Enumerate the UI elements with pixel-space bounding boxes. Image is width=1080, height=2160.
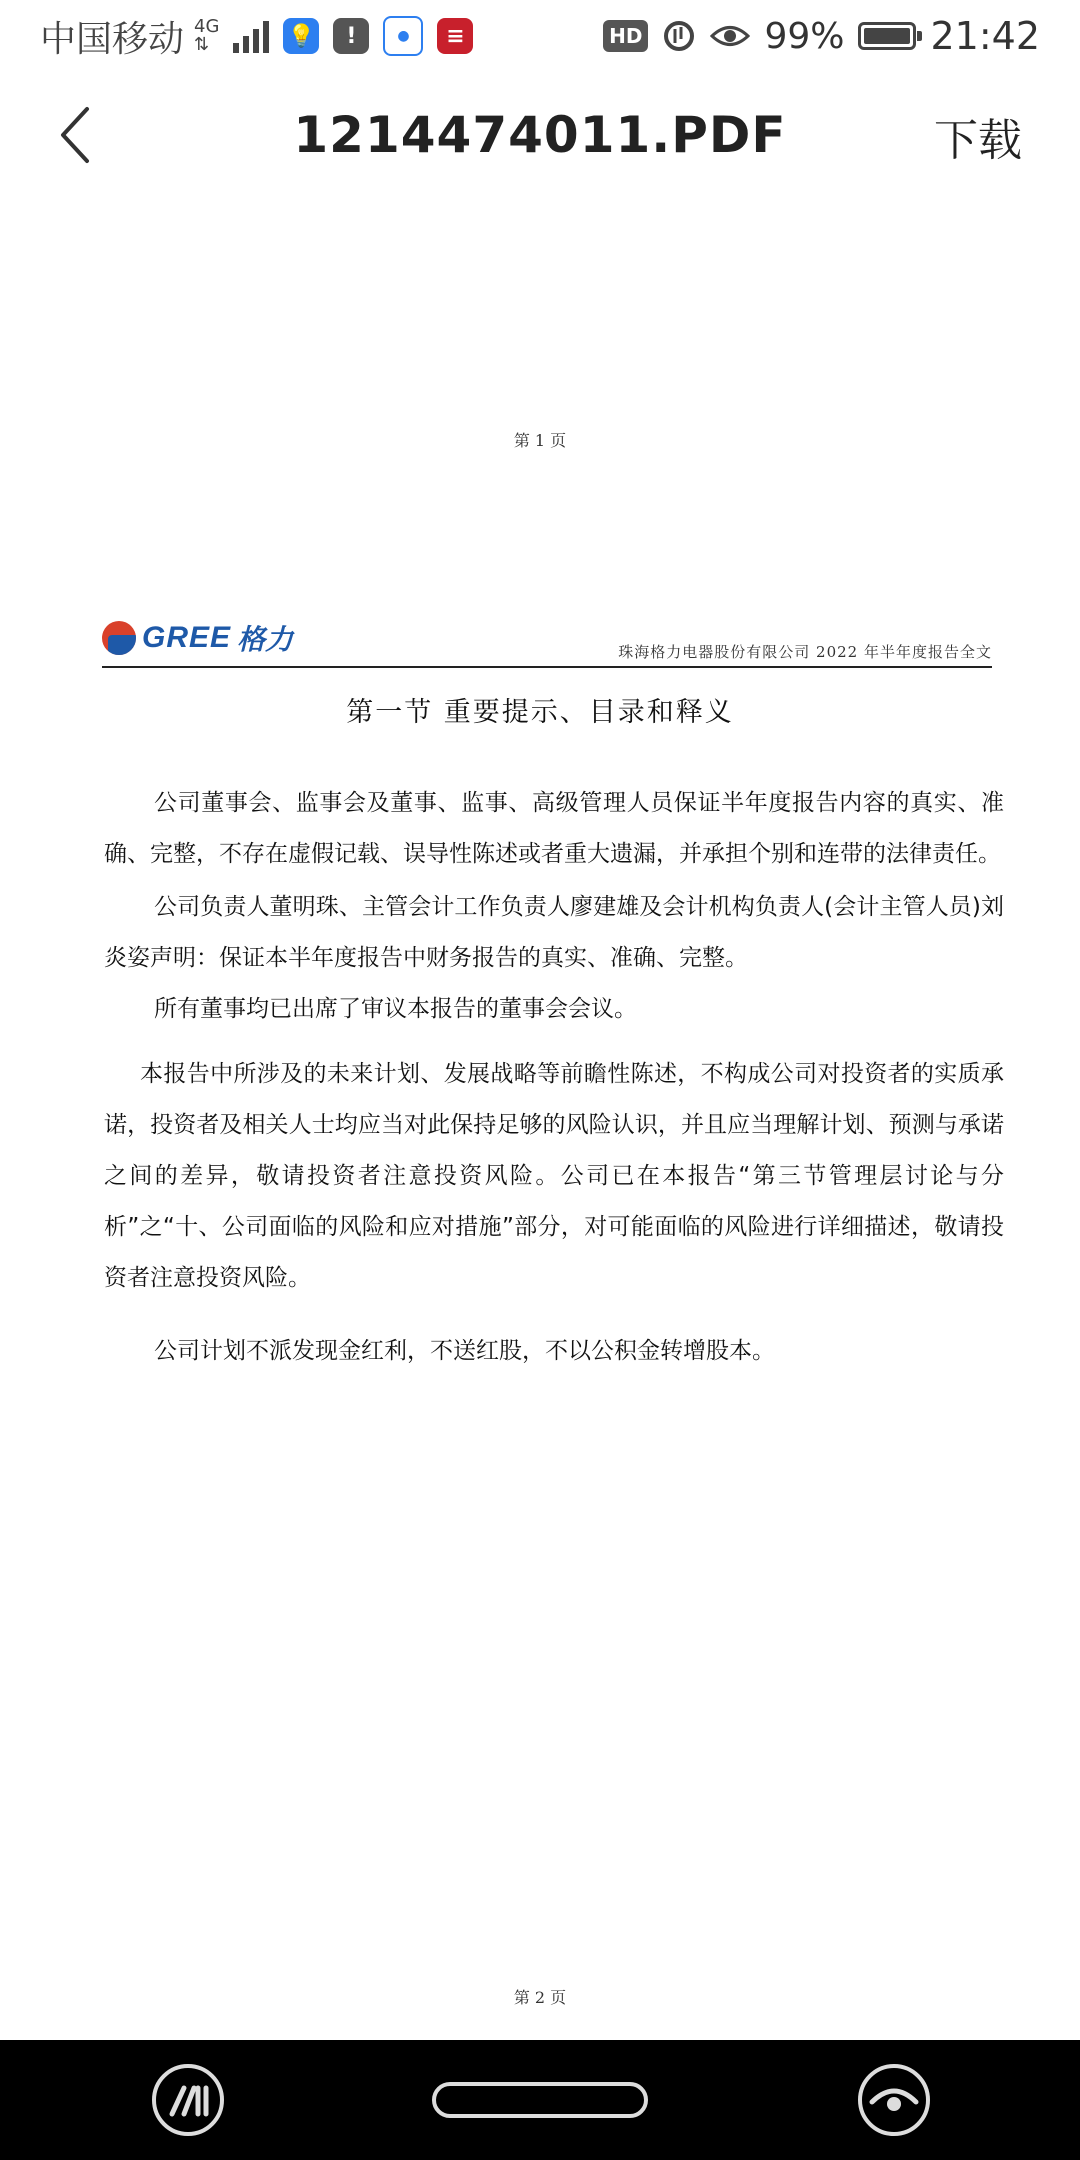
page-number-1: 第 1 页 (513, 431, 567, 450)
gree-logo-mark (102, 621, 136, 655)
battery-percent: 99% (764, 15, 845, 57)
paragraph-1: 公司董事会、监事会及董事、监事、高级管理人员保证半年度报告内容的真实、准确、完整，不存在虚假记载、误导性陈述或者重大遗漏，并承担个别和连带的法律责任。 (104, 790, 1004, 867)
paragraph-3: 所有董事均已出席了审议本报告的董事会会议。 (154, 996, 637, 1022)
clock: 21:42 (930, 14, 1040, 58)
assistant-button[interactable] (150, 2062, 226, 2138)
app-header (0, 80, 1080, 190)
status-right (603, 14, 1040, 58)
document-body (104, 778, 1004, 1377)
data-saver-icon (662, 19, 696, 53)
bulb-app-icon: 💡 (283, 18, 319, 54)
report-meta: 珠海格力电器股份有限公司 2022 年半年度报告全文 (618, 643, 992, 661)
railway-app-icon: ≡ (437, 18, 473, 54)
system-nav-bar (0, 2040, 1080, 2160)
alert-app-icon: ! (333, 18, 369, 54)
chevron-left-icon (55, 105, 95, 165)
signal-icon (233, 19, 269, 53)
home-button[interactable] (432, 2082, 648, 2118)
eye-care-icon (856, 2062, 932, 2138)
status-left (40, 11, 473, 62)
gree-logo: GREE 格力 (102, 618, 293, 658)
home-pill-icon (432, 2082, 648, 2118)
download-button[interactable]: 下载 (934, 115, 1022, 166)
paragraph-2: 公司负责人董明珠、主管会计工作负责人廖建雄及会计机构负责人(会计主管人员)刘炎姿声明：保证本半年度报告中财务报告的真实、准确、完整。 (104, 894, 1004, 971)
location-app-icon: ● (383, 16, 423, 56)
carrier-label: 中国移动 (40, 18, 185, 60)
document-header (102, 616, 992, 668)
assistant-icon (150, 2062, 226, 2138)
eye-care-button[interactable] (856, 2062, 932, 2138)
eye-icon (710, 21, 750, 51)
back-button[interactable] (40, 100, 110, 170)
page-title: 1214474011.PDF (293, 106, 787, 164)
paragraph-4: 本报告中所涉及的未来计划、发展战略等前瞻性陈述，不构成公司对投资者的实质承诺，投资者及相关人士均应当对此保持足够的风险认识，并且应当理解计划、预测与承诺之间的差异，敬请投资者注意投资风险。公司已在本报告“第三节管理层讨论与分析”之“十、公司面临的风险和应对措施”部分，对可能面临的风险进行详细描述，敬请投资者注意投资风险。 (104, 1061, 1004, 1291)
page-number-2: 第 2 页 (513, 1988, 567, 2007)
section-title: 第一节 重要提示、目录和释义 (346, 697, 734, 728)
network-type: 4G ⇅ (194, 16, 220, 55)
paragraph-5: 公司计划不派发现金红利，不送红股，不以公积金转增股本。 (154, 1338, 775, 1364)
hd-badge: HD (603, 20, 648, 52)
status-bar (0, 0, 1080, 72)
battery-icon (858, 22, 916, 50)
